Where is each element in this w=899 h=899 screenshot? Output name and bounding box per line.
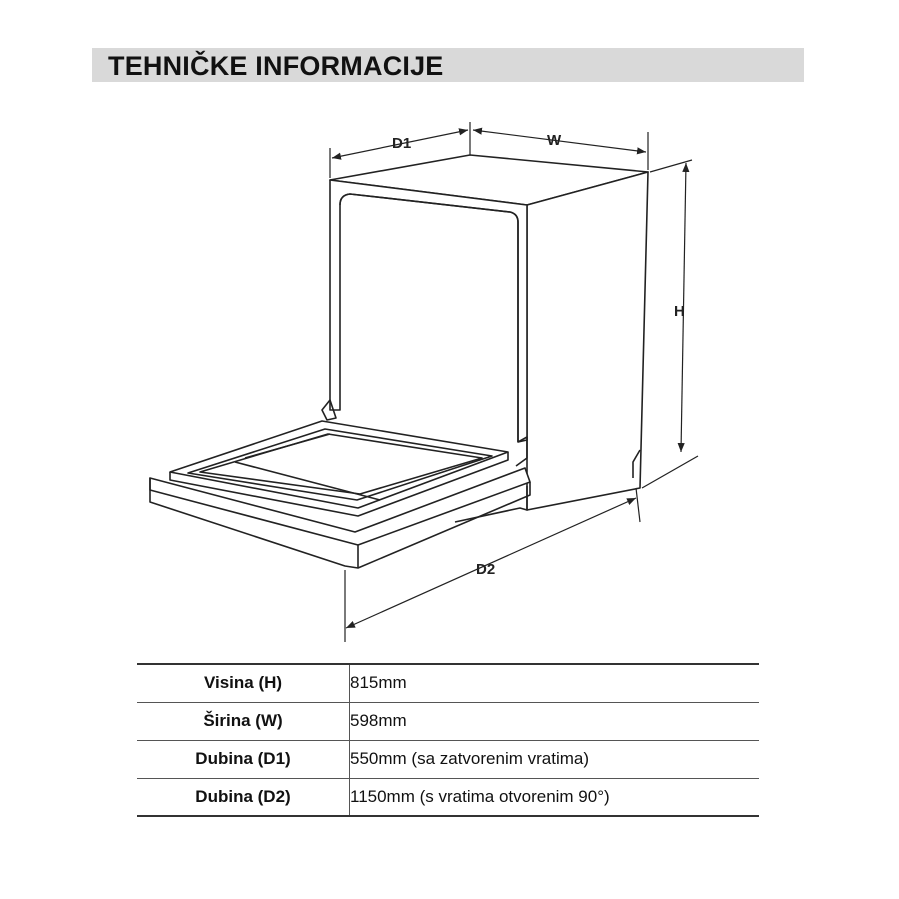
- spec-value: 550mm (sa zatvorenim vratima): [350, 740, 760, 778]
- spec-label: Dubina (D2): [137, 778, 350, 816]
- dimension-label-d1: D1: [392, 135, 412, 152]
- dimension-label-w: W: [547, 132, 562, 149]
- table-row: [137, 740, 759, 778]
- dimension-label-d2: D2: [476, 561, 496, 578]
- dishwasher-outline: [150, 155, 648, 568]
- spec-value: 1150mm (s vratima otvorenim 90°): [350, 778, 760, 816]
- spec-value: 598mm: [350, 702, 760, 740]
- spec-label: Visina (H): [137, 664, 350, 702]
- table-row: [137, 778, 759, 816]
- spec-label: Širina (W): [137, 702, 350, 740]
- page-title: TEHNIČKE INFORMACIJE: [108, 51, 444, 81]
- spec-label: Dubina (D1): [137, 740, 350, 778]
- spec-value: 815mm: [350, 664, 760, 702]
- technical-specs-table: [137, 663, 759, 817]
- dimension-label-h: H: [674, 303, 685, 320]
- table-row: [137, 702, 759, 740]
- table-row: [137, 664, 759, 702]
